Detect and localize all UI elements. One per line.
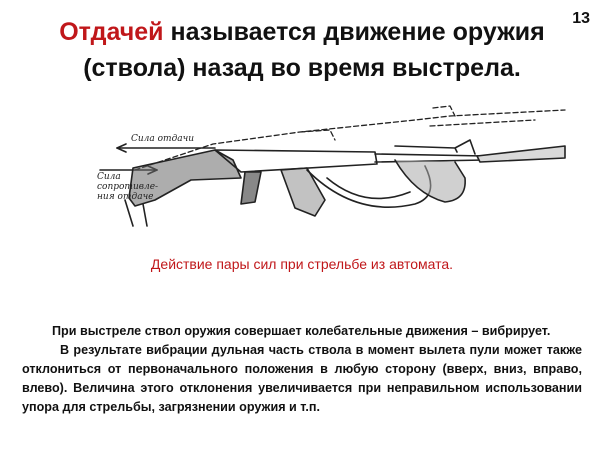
title-accent-word: Отдачей [59, 18, 164, 46]
label-resistance-line2: сопротивле- [97, 182, 159, 192]
label-resistance-line3: ния отдаче [97, 192, 154, 202]
rifle-barrel [375, 140, 485, 162]
title-line1-rest: называется движение оружия [163, 18, 545, 46]
body-paragraph-1: При выстреле ствол оружия совершает колебательные движения – вибрирует. [52, 324, 551, 338]
figure-caption: Действие пары сил при стрельбе из автомата. [150, 256, 454, 272]
label-resistance-force [97, 172, 158, 202]
title-line2: (ствола) назад во время выстрела. [83, 54, 521, 82]
pistol-grip [241, 172, 261, 204]
rifle-drawing [95, 100, 575, 230]
rifle-recoil-diagram [95, 100, 575, 230]
page-title [0, 14, 604, 86]
label-resistance-line1: Сила [97, 172, 121, 182]
page-number: 13 [572, 10, 590, 27]
body-paragraph-2: В результате вибрации дульная часть ствола в момент вылета пули может также отклониться от первоначального положения в любую сторону (вверх, вниз, вправо, влево). Величина этого отклонения увеличивается при неправильном использовании упора для стрельбы, загрязнении оружия и т.п. [22, 343, 582, 414]
bayonet [477, 146, 565, 162]
body-text [22, 322, 582, 417]
label-recoil-force: Сила отдачи [131, 134, 195, 144]
support-hand [395, 160, 465, 202]
magazine [281, 168, 325, 216]
